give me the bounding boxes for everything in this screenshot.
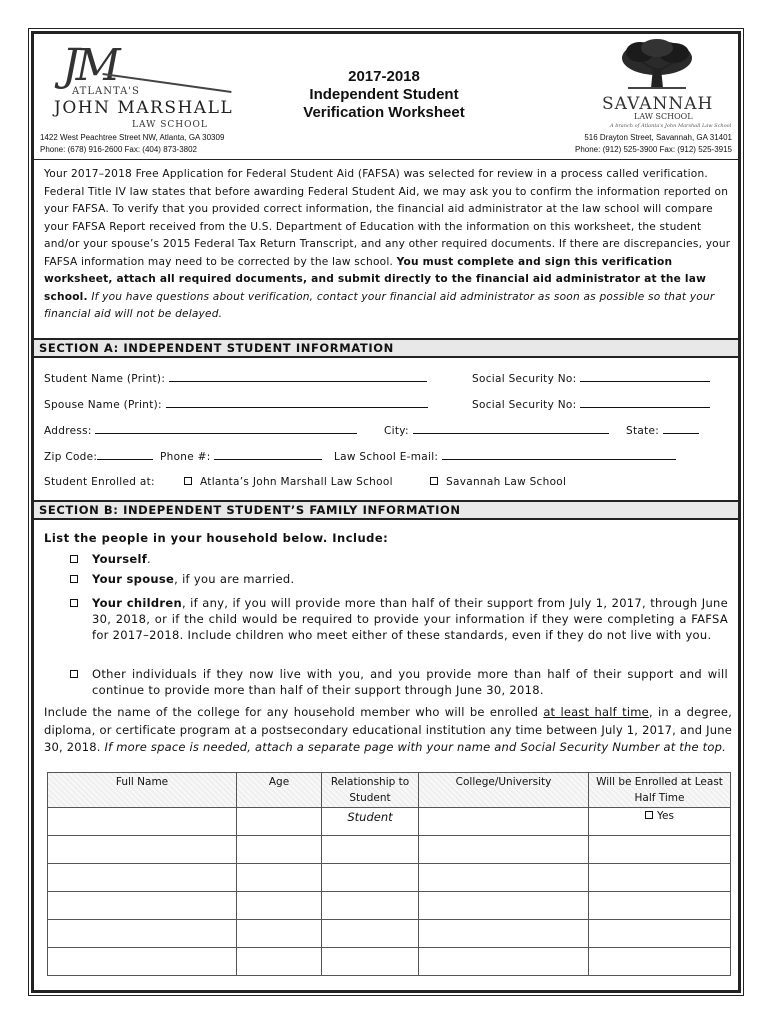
enrolled-option-jmls[interactable] — [184, 475, 393, 489]
spouse-name-field[interactable] — [44, 397, 428, 412]
list-item-yourself-text — [92, 551, 728, 567]
table-row — [48, 948, 731, 976]
cell-age[interactable] — [237, 892, 322, 920]
cell-age[interactable] — [237, 836, 322, 864]
cell-college[interactable] — [419, 920, 589, 948]
children-bold: Your children — [92, 596, 182, 610]
cell-name[interactable] — [48, 892, 237, 920]
title-line-3: Verification Worksheet — [303, 104, 465, 121]
ssn-field[interactable] — [472, 371, 710, 386]
children-checkbox[interactable] — [70, 599, 78, 607]
email-line[interactable] — [442, 449, 676, 460]
cell-relationship[interactable] — [322, 892, 419, 920]
right-phone: Phone: (912) 525-3900 Fax: (912) 525-3915 — [575, 145, 732, 154]
cell-age[interactable] — [237, 920, 322, 948]
email-field[interactable] — [334, 449, 676, 464]
cell-college[interactable] — [419, 836, 589, 864]
cell-enrolled[interactable] — [589, 892, 731, 920]
yourself-rest: . — [147, 552, 151, 566]
john-marshall-logo — [42, 40, 242, 140]
email-label: Law School E-mail: — [334, 451, 439, 463]
jm-monogram: JM — [62, 40, 117, 91]
savannah-label: Savannah Law School — [446, 476, 567, 488]
yes-label: Yes — [657, 810, 674, 822]
cell-college[interactable] — [419, 808, 589, 836]
address-line[interactable] — [95, 423, 357, 434]
cell-relationship[interactable] — [322, 948, 419, 976]
spouse-ssn-line[interactable] — [580, 397, 710, 408]
zip-label: Zip Code: — [44, 451, 98, 463]
phone-field[interactable] — [160, 449, 322, 464]
logo-name: JOHN MARSHALL — [54, 98, 234, 118]
list-item-others — [70, 666, 730, 700]
cell-enrolled[interactable] — [589, 864, 731, 892]
title-line-2: Independent Student — [309, 86, 459, 103]
col-full-name: Full Name — [48, 773, 237, 808]
list-item-spouse-text — [92, 571, 728, 587]
yourself-bold: Yourself — [92, 552, 148, 566]
city-line[interactable] — [413, 423, 609, 434]
left-address: 1422 West Peachtree Street NW, Atlanta, GA 30309 — [40, 133, 225, 142]
table-header-row — [48, 773, 731, 808]
address-field[interactable] — [44, 423, 357, 438]
page-title — [264, 68, 504, 122]
left-phone: Phone: (678) 916-2600 Fax: (404) 873-3802 — [40, 145, 197, 154]
spouse-name-line[interactable] — [166, 397, 428, 408]
student-name-field[interactable] — [44, 371, 427, 386]
savannah-tagline: A branch of Atlanta's John Marshall Law School — [610, 123, 732, 129]
list-item-children-text — [92, 595, 728, 643]
include-italic: If more space is needed, attach a separate page with your name and Social Security Number at the top. — [104, 740, 726, 754]
cell-relationship[interactable] — [322, 920, 419, 948]
include-college-paragraph — [44, 704, 732, 757]
intro-text: Your 2017–2018 Free Application for Federal Student Aid (FAFSA) was selected for review in a process called verification. Federal Title IV law states that before awarding Federal Student Aid, we may ask you to confirm the information reported on your FAFSA. To verify that you provided correct information, the financial aid administrator at the law school will compare your FAFSA Report received from the U.S. Department of Education with the information on this worksheet, the student and/or your spouse’s 2015 Federal Tax Return Transcript, and any other required documents. If there are discrepancies, your FAFSA information may need to be corrected by the law school. — [44, 168, 731, 268]
state-field[interactable] — [626, 423, 699, 438]
cell-enrolled[interactable] — [589, 920, 731, 948]
spouse-ssn-label: Social Security No: — [472, 399, 577, 411]
cell-age[interactable] — [237, 864, 322, 892]
city-label: City: — [384, 425, 409, 437]
jmls-label: Atlanta’s John Marshall Law School — [200, 476, 393, 488]
col-college: College/University — [419, 773, 589, 808]
cell-college[interactable] — [419, 864, 589, 892]
table-row — [48, 808, 731, 836]
title-year: 2017-2018 — [348, 68, 420, 85]
savannah-checkbox[interactable] — [430, 477, 438, 485]
cell-enrolled[interactable] — [589, 808, 731, 836]
cell-name[interactable] — [48, 920, 237, 948]
savannah-logo — [594, 38, 734, 138]
enrolled-option-savannah[interactable] — [430, 475, 566, 489]
children-rest: , if any, if you will provide more than half of their support from July 1, 2017, through June 30, 2018, or if the child would be required to provide your information if they were completing a FAFSA for 2017–2018. Include children who meet either of these standards, even if they do not live with you. — [92, 596, 728, 642]
right-address-block — [575, 132, 732, 156]
zip-field[interactable] — [44, 449, 153, 464]
col-enrolled: Will be Enrolled at Least Half Time — [589, 773, 731, 808]
cell-relationship[interactable] — [322, 836, 419, 864]
household-list-heading: List the people in your household below. Include: — [44, 531, 389, 545]
cell-college[interactable] — [419, 892, 589, 920]
worksheet-page — [31, 31, 741, 993]
spouse-rest: , if you are married. — [174, 572, 295, 586]
logo-atlantas: ATLANTA'S — [72, 86, 140, 97]
cell-name[interactable] — [48, 808, 237, 836]
cell-name[interactable] — [48, 864, 237, 892]
spouse-bold: Your spouse — [92, 572, 175, 586]
logo-subtitle: LAW SCHOOL — [132, 120, 208, 130]
list-item-spouse — [70, 571, 730, 589]
cell-name[interactable] — [48, 836, 237, 864]
section-b-header: SECTION B: INDEPENDENT STUDENT’S FAMILY INFORMATION — [34, 500, 738, 520]
savannah-subtitle: LAW SCHOOL — [634, 112, 693, 121]
cell-enrolled[interactable] — [589, 836, 731, 864]
cell-relationship — [322, 808, 419, 836]
others-checkbox[interactable] — [70, 670, 78, 678]
table-row — [48, 920, 731, 948]
intro-italic-text: If you have questions about verification, contact your financial aid administrator as soon as possible so that your financial aid will not be delayed. — [44, 290, 715, 320]
phone-label: Phone #: — [160, 451, 211, 463]
city-field[interactable] — [384, 423, 609, 438]
ssn-line[interactable] — [580, 371, 710, 382]
section-a-header: SECTION A: INDEPENDENT STUDENT INFORMATION — [34, 338, 738, 358]
oak-tree-icon — [620, 38, 694, 90]
phone-line[interactable] — [214, 449, 322, 460]
cell-relationship[interactable] — [322, 864, 419, 892]
spouse-name-label: Spouse Name (Print): — [44, 399, 162, 411]
savannah-name: SAVANNAH — [602, 94, 714, 114]
right-address: 516 Drayton Street, Savannah, GA 31401 — [584, 133, 732, 142]
list-item-yourself — [70, 551, 730, 569]
include-text-b: , in a degree, diploma, or certificate program at a postsecondary educational institution any time between July 1, 2017, and June 30, 2018. — [44, 705, 732, 754]
state-line[interactable] — [663, 423, 699, 434]
col-relationship: Relationship to Student — [322, 773, 419, 808]
household-table — [47, 772, 731, 976]
list-item-others-text: Other individuals if they now live with you, and you provide more than half of their support and will continue to provide more than half of their support through June 30, 2018. — [92, 667, 728, 697]
include-text-a: Include the name of the college for any household member who will be enrolled — [44, 705, 544, 719]
table-row — [48, 892, 731, 920]
relationship-student: Student — [347, 810, 393, 824]
yourself-checkbox[interactable] — [70, 555, 78, 563]
cell-age[interactable] — [237, 948, 322, 976]
header-divider — [34, 159, 738, 160]
left-address-block — [40, 132, 224, 156]
spouse-checkbox[interactable] — [70, 575, 78, 583]
student-name-line[interactable] — [169, 371, 427, 382]
address-label: Address: — [44, 425, 92, 437]
table-row — [48, 836, 731, 864]
ssn-label: Social Security No: — [472, 373, 577, 385]
cell-enrolled[interactable] — [589, 948, 731, 976]
zip-line[interactable] — [97, 449, 153, 460]
state-label: State: — [626, 425, 660, 437]
intro-paragraph — [44, 166, 732, 324]
spouse-ssn-field[interactable] — [472, 397, 710, 412]
jmls-checkbox[interactable] — [184, 477, 192, 485]
include-underlined: at least half time — [543, 705, 649, 719]
cell-college[interactable] — [419, 948, 589, 976]
cell-name[interactable] — [48, 948, 237, 976]
cell-age[interactable] — [237, 808, 322, 836]
list-item-children — [70, 595, 730, 661]
enrolled-label: Student Enrolled at: — [44, 476, 155, 488]
student-name-label: Student Name (Print): — [44, 373, 166, 385]
yes-checkbox[interactable] — [645, 811, 653, 819]
intro-bold-text: You must complete and sign this verification worksheet, attach all required documents, and submit directly to the financial aid administrator at the law school. — [44, 255, 707, 303]
col-age: Age — [237, 773, 322, 808]
table-row — [48, 864, 731, 892]
